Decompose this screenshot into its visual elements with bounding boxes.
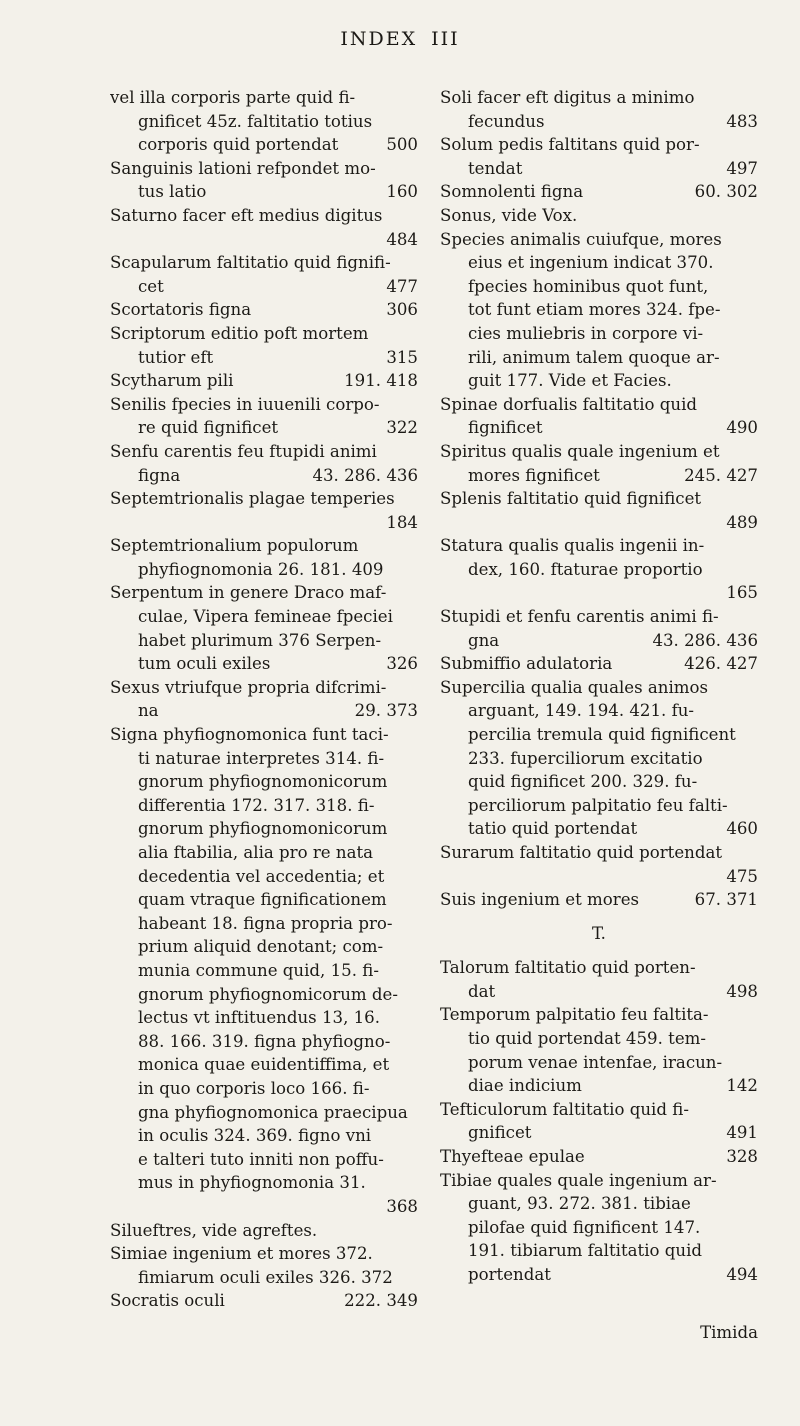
- index-line: [110, 440, 418, 464]
- index-entry-text: e talteri tuto inniti non poffu-: [138, 1149, 384, 1169]
- index-entry-text: Surarum faltitatio quid portendat: [440, 843, 723, 862]
- index-entry-text: 233. fuperciliorum excitatio: [468, 748, 703, 768]
- index-line: [110, 511, 418, 535]
- index-entry-text: habeant 18. figna propria pro-: [138, 913, 393, 933]
- index-line: [110, 86, 418, 110]
- index-entry-text: Sanguinis lationi refpondet mo-: [110, 158, 376, 178]
- index-line: [110, 1266, 418, 1290]
- index-page-ref: 245. 427: [684, 465, 758, 485]
- index-line: [440, 322, 758, 346]
- index-entry-text: eius et ingenium indicat 370.: [468, 253, 714, 273]
- index-entry-text: percilia tremula quid fignificent: [468, 725, 736, 745]
- index-line: [110, 133, 418, 157]
- index-line: [440, 581, 758, 605]
- index-entry-text: Signa phyfiognomonica funt taci-: [110, 725, 389, 745]
- index-entry-text: in oculis 324. 369. figno vni: [138, 1126, 372, 1146]
- index-entry-text: Species animalis cuiufque, mores: [440, 229, 722, 249]
- index-page-ref: 326: [386, 654, 418, 674]
- index-line: [440, 440, 758, 464]
- index-line: [440, 629, 758, 653]
- index-line: [110, 629, 418, 653]
- index-line: [110, 747, 418, 771]
- index-line: [440, 1287, 758, 1321]
- index-line: [110, 1219, 418, 1243]
- index-page-ref: 43. 286. 436: [312, 465, 418, 485]
- section-letter: T.: [592, 924, 606, 944]
- index-line: [440, 1321, 758, 1345]
- index-line: [110, 416, 418, 440]
- index-entry-text: gnificet: [468, 1123, 532, 1143]
- index-line: [110, 699, 418, 723]
- index-entry-text: na: [138, 701, 159, 721]
- index-page-ref: 306: [386, 300, 418, 320]
- index-page-ref: 489: [726, 512, 758, 532]
- index-line: [110, 487, 418, 511]
- index-line: [440, 228, 758, 252]
- index-entry-text: tio quid portendat 459. tem-: [468, 1028, 706, 1048]
- index-entry-text: monica quae euidentiffima, et: [138, 1055, 390, 1075]
- index-page-ref: 477: [386, 276, 418, 296]
- index-line: [440, 605, 758, 629]
- index-line: [440, 298, 758, 322]
- index-entry-text: mus in phyfiognomonia 31.: [138, 1173, 366, 1193]
- index-page-ref: 498: [726, 981, 758, 1001]
- index-line: [110, 464, 418, 488]
- index-line: [440, 841, 758, 865]
- index-line: [440, 912, 758, 946]
- index-line: [440, 534, 758, 558]
- index-line: [440, 558, 758, 582]
- index-page-ref: 29. 373: [354, 701, 418, 721]
- index-line: [440, 865, 758, 889]
- index-page-ref: 494: [726, 1264, 758, 1284]
- index-line: [110, 369, 418, 393]
- index-entry-text: Splenis faltitatio quid fignificet: [440, 489, 702, 509]
- index-entry-text: Senfu carentis feu ftupidi animi: [110, 441, 377, 461]
- index-line: [440, 251, 758, 275]
- index-entry-text: 191. tibiarum faltitatio quid: [468, 1241, 703, 1261]
- index-entry-text: dex, 160. ftaturae proportio: [468, 559, 703, 579]
- index-entry-text: in quo corporis loco 166. fi-: [138, 1078, 370, 1098]
- index-entry-text: Spinae dorfualis faltitatio quid: [440, 394, 698, 414]
- index-entry-text: Somnolenti figna: [440, 182, 584, 202]
- index-entry-text: Temporum palpitatio feu faltita-: [440, 1005, 709, 1025]
- index-line: [440, 794, 758, 818]
- index-entry-text: perciliorum palpitatio feu falti-: [468, 795, 728, 815]
- index-line: [110, 110, 418, 134]
- index-page-ref: 60. 302: [694, 182, 758, 202]
- index-line: [110, 794, 418, 818]
- index-line: [110, 1289, 418, 1313]
- index-line: [110, 322, 418, 346]
- index-line: [110, 959, 418, 983]
- index-entry-text: Suis ingenium et mores: [440, 890, 640, 910]
- index-line: [440, 1074, 758, 1098]
- index-line: [110, 676, 418, 700]
- index-entry-text: Spiritus qualis quale ingenium et: [440, 441, 720, 461]
- index-entry-text: gnorum phyfiognomicorum de-: [138, 984, 398, 1004]
- index-page-ref: 490: [726, 418, 758, 438]
- index-line: [110, 1124, 418, 1148]
- page-number: III: [431, 28, 460, 50]
- index-entry-text: Sexus vtriufque propria difcrimi-: [110, 677, 387, 697]
- left-column: [110, 86, 418, 1313]
- index-entry-text: Septemtrionalium populorum: [110, 536, 359, 556]
- index-page-ref: 328: [726, 1146, 758, 1166]
- index-entry-text: habet plurimum 376 Serpen-: [138, 630, 382, 650]
- index-line: [440, 346, 758, 370]
- index-entry-text: vel illa corporis parte quid fi-: [110, 88, 356, 107]
- index-page-ref: 315: [386, 347, 418, 367]
- index-page-ref: 475: [726, 866, 758, 886]
- index-page-ref: 67. 371: [694, 890, 758, 910]
- index-entry-text: arguant, 149. 194. 421. fu-: [468, 701, 695, 721]
- index-line: [110, 935, 418, 959]
- index-entry-text: fecundus: [468, 111, 545, 131]
- index-entry-text: fimiarum oculi exiles 326. 372: [138, 1267, 393, 1287]
- index-line: [110, 1077, 418, 1101]
- index-entry-text: Senilis fpecies in iuuenili corpo-: [110, 394, 380, 414]
- index-line: [440, 1003, 758, 1027]
- index-entry-text: portendat: [468, 1264, 551, 1284]
- index-line: [440, 946, 758, 980]
- index-line: [440, 369, 758, 393]
- index-entry-text: Submiffio adulatoria: [440, 654, 613, 674]
- index-line: [440, 1169, 758, 1193]
- index-line: [440, 180, 758, 204]
- index-entry-text: tot funt etiam mores 324. fpe-: [468, 300, 721, 320]
- index-line: [110, 723, 418, 747]
- index-entry-text: Sonus, vide Vox.: [440, 205, 578, 225]
- index-entry-text: gnificet 45z. faltitatio totius: [138, 111, 373, 131]
- index-entry-text: rili, animum talem quoque ar-: [468, 347, 720, 367]
- index-line: [110, 652, 418, 676]
- index-line: [440, 511, 758, 535]
- index-page-ref: 160: [386, 182, 418, 202]
- index-line: [110, 393, 418, 417]
- index-entry-text: cies muliebris in corpore vi-: [468, 323, 704, 343]
- index-line: [110, 888, 418, 912]
- index-entry-text: Soli facer eft digitus a minimo: [440, 88, 695, 107]
- index-page-ref: 497: [726, 158, 758, 178]
- index-entry-text: Scytharum pili: [110, 371, 234, 391]
- index-line: [110, 1242, 418, 1266]
- index-entry-text: Solum pedis faltitans quid por-: [440, 135, 700, 155]
- index-entry-text: quid fignificet 200. 329. fu-: [468, 772, 698, 792]
- index-line: [110, 346, 418, 370]
- index-line: [110, 204, 418, 228]
- index-entry-text: Saturno facer eft medius digitus: [110, 205, 383, 225]
- index-entry-text: 88. 166. 319. figna phyfiogno-: [138, 1031, 391, 1051]
- index-line: [440, 1098, 758, 1122]
- index-line: [110, 275, 418, 299]
- index-line: [440, 817, 758, 841]
- index-line: [110, 983, 418, 1007]
- index-line: [440, 204, 758, 228]
- index-entry-text: porum venae intenfae, iracun-: [468, 1052, 723, 1072]
- index-entry-text: Tefticulorum faltitatio quid fi-: [440, 1099, 689, 1119]
- index-page-ref: 460: [726, 819, 758, 839]
- index-line: [110, 1030, 418, 1054]
- index-entry-text: tatio quid portendat: [468, 819, 638, 839]
- index-entry-text: ti naturae interpretes 314. fi-: [138, 748, 385, 768]
- index-line: [440, 1192, 758, 1216]
- index-entry-text: tum oculi exiles: [138, 654, 271, 674]
- index-line: [440, 487, 758, 511]
- index-line: [440, 980, 758, 1004]
- index-line: [440, 747, 758, 771]
- index-entry-text: Septemtrionalis plagae temperies: [110, 489, 395, 509]
- index-entry-text: dat: [468, 981, 496, 1001]
- index-line: [440, 1145, 758, 1169]
- index-line: [440, 770, 758, 794]
- index-entry-text: diae indicium: [468, 1076, 582, 1096]
- index-line: [110, 157, 418, 181]
- index-line: [440, 676, 758, 700]
- index-entry-text: alia ftabilia, alia pro re nata: [138, 843, 374, 862]
- index-entry-text: tutior eft: [138, 347, 214, 367]
- index-line: [110, 1148, 418, 1172]
- index-entry-text: lectus vt inftituendus 13, 16.: [138, 1008, 381, 1028]
- index-page-ref: 483: [726, 111, 758, 131]
- index-line: [440, 1121, 758, 1145]
- index-entry-text: Scortatoris figna: [110, 300, 252, 320]
- index-entry-text: Talorum faltitatio quid porten-: [440, 958, 696, 978]
- index-line: [110, 1195, 418, 1219]
- index-line: [440, 1216, 758, 1240]
- index-line: [110, 1171, 418, 1195]
- index-line: [110, 1101, 418, 1125]
- index-line: [440, 157, 758, 181]
- index-line: [110, 817, 418, 841]
- index-line: [110, 298, 418, 322]
- index-line: [440, 652, 758, 676]
- index-entry-text: cet: [138, 276, 164, 296]
- index-line: [440, 464, 758, 488]
- index-entry-text: pilofae quid fignificent 147.: [468, 1217, 701, 1237]
- index-entry-text: guit 177. Vide et Facies.: [468, 371, 672, 391]
- index-line: [110, 251, 418, 275]
- index-entry-text: gna phyfiognomonica praecipua: [138, 1102, 408, 1122]
- index-line: [110, 912, 418, 936]
- index-page-ref: 222. 349: [344, 1291, 418, 1311]
- index-line: [110, 841, 418, 865]
- index-line: [440, 1263, 758, 1287]
- index-entry-text: fpecies hominibus quot funt,: [468, 276, 709, 296]
- running-header: [0, 28, 800, 50]
- index-entry-text: culae, Vipera femineae fpeciei: [138, 607, 393, 627]
- index-line: [110, 1053, 418, 1077]
- index-line: [110, 534, 418, 558]
- index-line: [440, 888, 758, 912]
- index-entry-text: gna: [468, 630, 500, 650]
- index-page-ref: 191. 418: [344, 371, 418, 391]
- index-entry-text: quam vtraque fignificationem: [138, 890, 387, 910]
- index-page-ref: 322: [386, 418, 418, 438]
- index-entry-text: Scriptorum editio poft mortem: [110, 323, 369, 343]
- index-entry-text: guant, 93. 272. 381. tibiae: [468, 1194, 691, 1214]
- index-line: [440, 416, 758, 440]
- index-entry-text: fignificet: [468, 418, 543, 438]
- index-entry-text: mores fignificet: [468, 465, 600, 485]
- index-page-ref: 165: [726, 583, 758, 603]
- index-entry-text: Serpentum in genere Draco maf-: [110, 583, 387, 603]
- index-entry-text: Supercilia qualia quales animos: [440, 677, 709, 697]
- index-page-ref: 368: [386, 1196, 418, 1216]
- index-entry-text: figna: [138, 465, 181, 485]
- index-entry-text: Stupidi et fenfu carentis animi fi-: [440, 607, 719, 627]
- index-entry-text: tendat: [468, 158, 523, 178]
- index-line: [110, 605, 418, 629]
- index-entry-text: gnorum phyfiognomonicorum: [138, 772, 388, 792]
- index-line: [110, 865, 418, 889]
- index-entry-text: Statura qualis qualis ingenii in-: [440, 536, 705, 556]
- index-page-ref: Timida: [700, 1322, 758, 1342]
- index-entry-text: differentia 172. 317. 318. fi-: [138, 795, 375, 815]
- index-entry-text: re quid fignificet: [138, 418, 279, 438]
- index-line: [440, 723, 758, 747]
- index-entry-text: munia commune quid, 15. fi-: [138, 960, 379, 980]
- right-column: [440, 86, 758, 1344]
- index-page-ref: 184: [386, 512, 418, 532]
- index-line: [110, 581, 418, 605]
- index-entry-text: Thyefteae epulae: [440, 1146, 585, 1166]
- index-page-ref: 426. 427: [684, 654, 758, 674]
- index-line: [440, 1051, 758, 1075]
- index-line: [440, 1239, 758, 1263]
- index-entry-text: prium aliquid denotant; com-: [138, 937, 384, 957]
- index-line: [110, 558, 418, 582]
- index-line: [440, 133, 758, 157]
- index-page-ref: 491: [726, 1123, 758, 1143]
- index-line: [440, 1027, 758, 1051]
- index-page-ref: 500: [386, 135, 418, 155]
- index-entry-text: phyfiognomonia 26. 181. 409: [138, 559, 384, 579]
- index-entry-text: Socratis oculi: [110, 1291, 225, 1311]
- index-page-ref: 484: [386, 229, 418, 249]
- index-line: [440, 110, 758, 134]
- index-line: [440, 699, 758, 723]
- index-entry-text: Simiae ingenium et mores 372.: [110, 1244, 373, 1264]
- index-entry-text: tus latio: [138, 182, 207, 202]
- index-entry-text: decedentia vel accedentia; et: [138, 866, 385, 886]
- index-entry-text: Silueftres, vide agreftes.: [110, 1220, 318, 1240]
- index-entry-text: Tibiae quales quale ingenium ar-: [440, 1170, 717, 1190]
- index-page-ref: 43. 286. 436: [652, 630, 758, 650]
- index-line: [110, 180, 418, 204]
- index-line: [110, 228, 418, 252]
- index-entry-text: corporis quid portendat: [138, 135, 339, 155]
- index-line: [440, 86, 758, 110]
- index-line: [440, 275, 758, 299]
- index-line: [440, 393, 758, 417]
- index-entry-text: gnorum phyfiognomonicorum: [138, 819, 388, 839]
- header-title: INDEX: [340, 28, 418, 50]
- index-line: [110, 770, 418, 794]
- index-line: [110, 1006, 418, 1030]
- index-entry-text: Scapularum faltitatio quid fignifi-: [110, 253, 391, 273]
- index-page-ref: 142: [726, 1076, 758, 1096]
